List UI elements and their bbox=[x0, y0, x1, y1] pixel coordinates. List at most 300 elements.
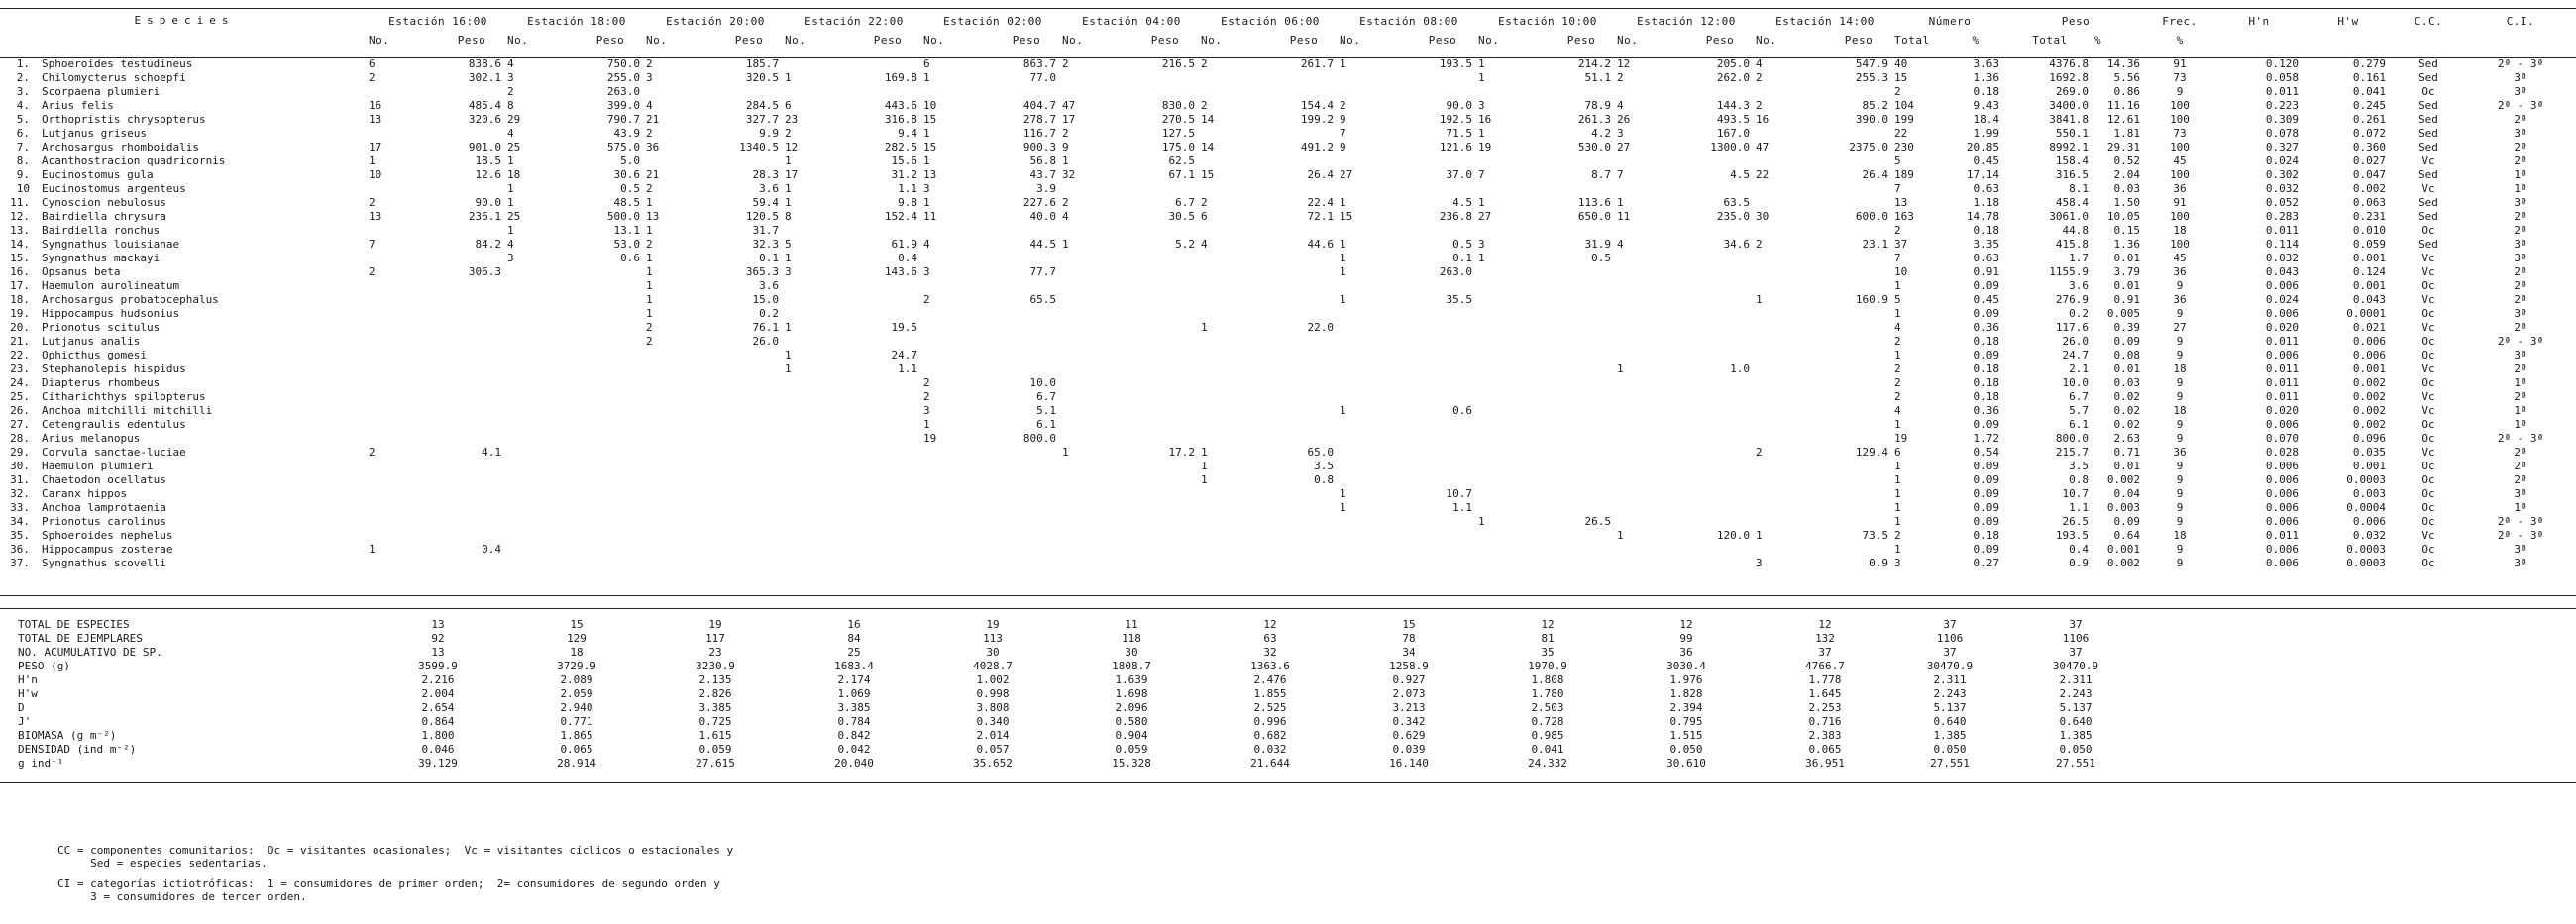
species-name: Stephanolepis hispidus bbox=[42, 362, 186, 375]
summary-value: 132 bbox=[1815, 632, 1835, 645]
number-pct: 14.78 bbox=[1966, 210, 1999, 223]
station-count bbox=[1478, 265, 1546, 279]
station-count bbox=[1478, 432, 1546, 446]
station-peso-header-1: Peso bbox=[595, 34, 625, 47]
hn-value: 0.024 bbox=[2265, 154, 2299, 167]
species-row bbox=[0, 196, 2576, 210]
weight-total: 5.7 bbox=[2069, 404, 2089, 417]
summary-label: BIOMASA (g m⁻²) bbox=[18, 729, 117, 742]
ci-value: 3ª bbox=[2514, 238, 2527, 251]
ci-value: 2ª - 3ª bbox=[2497, 529, 2544, 542]
station-weight: 169.8 bbox=[884, 71, 917, 84]
ci-value: 2ª bbox=[2514, 141, 2527, 154]
species-number: 35. bbox=[10, 529, 30, 542]
hw-value: 0.003 bbox=[2352, 487, 2386, 500]
station-weight: 9.8 bbox=[898, 196, 917, 209]
station-weight: 547.9 bbox=[1855, 57, 1888, 70]
station-count: 1 bbox=[785, 321, 792, 334]
cc-value: Sed bbox=[2418, 57, 2438, 70]
number-pct: 18.4 bbox=[1973, 113, 1999, 126]
station-count: 17 bbox=[369, 141, 382, 154]
summary-value: 0.059 bbox=[698, 743, 732, 756]
station-count: 1 bbox=[646, 196, 653, 209]
weight-total: 24.7 bbox=[2062, 349, 2089, 361]
summary-value: 11 bbox=[1125, 618, 1138, 631]
frequency: 18 bbox=[2173, 529, 2187, 542]
hn-value: 0.006 bbox=[2265, 515, 2299, 528]
summary-value: 0.927 bbox=[1392, 673, 1426, 686]
summary-value: 2.525 bbox=[1253, 701, 1287, 714]
station-weight bbox=[1684, 85, 1756, 99]
species-name: Eucinostomus argenteus bbox=[42, 182, 186, 195]
summary-value: 30 bbox=[1125, 646, 1138, 659]
station-count bbox=[785, 473, 852, 487]
summary-value: 2.135 bbox=[698, 673, 732, 686]
weight-pct: 0.52 bbox=[2113, 154, 2140, 167]
station-weight: 26.4 bbox=[1307, 168, 1334, 181]
station-weight: 24.7 bbox=[891, 349, 917, 361]
station-count: 2 bbox=[1201, 57, 1208, 70]
station-count bbox=[1340, 473, 1407, 487]
summary-value: 0.771 bbox=[560, 715, 593, 728]
station-count bbox=[1756, 404, 1823, 418]
station-weight bbox=[852, 85, 923, 99]
summary-value: 78 bbox=[1402, 632, 1416, 645]
station-weight bbox=[1407, 473, 1478, 487]
station-count bbox=[1478, 335, 1546, 349]
station-count bbox=[1340, 182, 1407, 196]
station-count: 47 bbox=[1062, 99, 1076, 112]
summary-value: 27.615 bbox=[696, 757, 735, 770]
summary-value: 1808.7 bbox=[1112, 660, 1151, 672]
ci-value: 2ª bbox=[2514, 460, 2527, 472]
station-count bbox=[369, 293, 436, 307]
station-weight bbox=[575, 446, 646, 460]
hw-value: 0.027 bbox=[2352, 154, 2386, 167]
hw-value: 0.006 bbox=[2352, 349, 2386, 361]
station-count bbox=[1201, 515, 1268, 529]
summary-value: 25 bbox=[847, 646, 861, 659]
station-count bbox=[1062, 529, 1129, 543]
weight-pct: 0.005 bbox=[2106, 307, 2140, 320]
station-weight bbox=[1268, 487, 1340, 501]
station-weight bbox=[1407, 557, 1478, 570]
hw-value: 0.001 bbox=[2352, 362, 2386, 375]
species-name-cell bbox=[0, 238, 369, 252]
station-count bbox=[507, 543, 575, 557]
species-row bbox=[0, 557, 2576, 570]
weight-pct: 1.81 bbox=[2113, 127, 2140, 140]
species-row bbox=[0, 349, 2576, 362]
ci-value: 3ª bbox=[2514, 85, 2527, 98]
station-weight bbox=[1546, 265, 1617, 279]
station-weight: 4.5 bbox=[1730, 168, 1750, 181]
species-number: 34. bbox=[10, 515, 30, 528]
summary-value: 12 bbox=[1818, 618, 1832, 631]
species-number: 19. bbox=[10, 307, 30, 320]
summary-row bbox=[0, 660, 2576, 673]
station-count: 3 bbox=[923, 265, 930, 278]
station-weight bbox=[1823, 473, 1894, 487]
number-total: 1 bbox=[1894, 460, 1901, 472]
cc-value: Vc bbox=[2421, 362, 2435, 375]
station-count bbox=[1756, 335, 1823, 349]
station-weight: 59.4 bbox=[752, 196, 779, 209]
station-weight bbox=[1823, 349, 1894, 362]
station-weight bbox=[852, 557, 923, 570]
station-weight bbox=[1823, 154, 1894, 168]
station-weight bbox=[436, 418, 507, 432]
station-count bbox=[1478, 418, 1546, 432]
weight-total: 3061.0 bbox=[2049, 210, 2089, 223]
station-count: 16 bbox=[369, 99, 382, 112]
cc-header: C.C. bbox=[2414, 15, 2443, 28]
frec-header: Frec. bbox=[2162, 15, 2198, 28]
station-count bbox=[369, 376, 436, 390]
summary-value: 0.629 bbox=[1392, 729, 1426, 742]
station-weight bbox=[575, 362, 646, 376]
station-weight bbox=[991, 307, 1062, 321]
station-weight bbox=[1546, 224, 1617, 238]
number-pct: 0.27 bbox=[1973, 557, 1999, 569]
station-count: 1 bbox=[923, 154, 930, 167]
station-weight: 261.7 bbox=[1300, 57, 1334, 70]
station-weight bbox=[436, 487, 507, 501]
station-count: 1 bbox=[1340, 293, 1346, 306]
species-row bbox=[0, 141, 2576, 154]
station-header-7: Estación 08:00 bbox=[1359, 15, 1458, 28]
station-weight: 43.7 bbox=[1029, 168, 1056, 181]
summary-value: 0.032 bbox=[1253, 743, 1287, 756]
station-weight bbox=[1546, 418, 1617, 432]
number-total: 40 bbox=[1894, 57, 1908, 70]
station-count bbox=[1340, 543, 1407, 557]
station-weight: 0.9 bbox=[1869, 557, 1888, 569]
weight-total: 158.4 bbox=[2055, 154, 2089, 167]
number-total: 37 bbox=[1894, 238, 1908, 251]
station-count bbox=[1617, 515, 1684, 529]
number-pct: 0.18 bbox=[1973, 390, 1999, 403]
summary-number-total: 2.311 bbox=[1933, 673, 1967, 686]
station-count: 18 bbox=[507, 168, 521, 181]
station-weight: 8.7 bbox=[1591, 168, 1611, 181]
station-weight bbox=[991, 85, 1062, 99]
station-count: 13 bbox=[369, 210, 382, 223]
species-name-cell bbox=[0, 460, 369, 473]
station-count: 14 bbox=[1201, 113, 1215, 126]
station-peso-header-3: Peso bbox=[873, 34, 903, 47]
blank bbox=[2146, 632, 2576, 646]
species-name-cell bbox=[0, 349, 369, 362]
station-count: 1 bbox=[507, 182, 514, 195]
hn-value: 0.302 bbox=[2265, 168, 2299, 181]
station-weight bbox=[436, 362, 507, 376]
weight-pct: 11.16 bbox=[2106, 99, 2140, 112]
species-name: Bairdiella ronchus bbox=[42, 224, 161, 237]
station-count: 2 bbox=[1201, 99, 1208, 112]
station-count bbox=[923, 335, 991, 349]
summary-row bbox=[0, 618, 2576, 632]
ci-value: 3ª bbox=[2514, 71, 2527, 84]
station-weight bbox=[1407, 279, 1478, 293]
summary-value: 2.089 bbox=[560, 673, 593, 686]
station-count bbox=[369, 279, 436, 293]
species-name-cell bbox=[0, 71, 369, 85]
station-weight bbox=[575, 404, 646, 418]
station-count bbox=[1478, 487, 1546, 501]
species-row bbox=[0, 71, 2576, 85]
station-weight: 9.9 bbox=[759, 127, 779, 140]
species-row bbox=[0, 224, 2576, 238]
species-name-cell bbox=[0, 196, 369, 210]
frequency: 9 bbox=[2176, 376, 2184, 389]
station-count: 10 bbox=[369, 168, 382, 181]
station-weight bbox=[713, 418, 785, 432]
station-weight bbox=[1823, 460, 1894, 473]
cc-value: Oc bbox=[2421, 279, 2435, 292]
summary-value: 1.865 bbox=[560, 729, 593, 742]
species-row bbox=[0, 252, 2576, 265]
weight-pct: 1.50 bbox=[2113, 196, 2140, 209]
station-weight: 205.0 bbox=[1716, 57, 1750, 70]
weight-total: 1155.9 bbox=[2049, 265, 2089, 278]
station-count: 1 bbox=[785, 362, 792, 375]
station-count bbox=[1201, 71, 1268, 85]
hw-value: 0.001 bbox=[2352, 279, 2386, 292]
station-count bbox=[923, 349, 991, 362]
hn-value: 0.078 bbox=[2265, 127, 2299, 140]
station-weight bbox=[852, 307, 923, 321]
station-weight bbox=[1407, 307, 1478, 321]
station-weight: 15.0 bbox=[752, 293, 779, 306]
station-count bbox=[369, 460, 436, 473]
station-weight: 13.1 bbox=[613, 224, 640, 237]
summary-value: 118 bbox=[1122, 632, 1141, 645]
station-count bbox=[646, 154, 713, 168]
station-weight bbox=[1407, 418, 1478, 432]
number-pct: 0.18 bbox=[1973, 224, 1999, 237]
station-peso-header-0: Peso bbox=[457, 34, 486, 47]
station-count bbox=[507, 335, 575, 349]
station-count: 1 bbox=[923, 418, 930, 431]
station-weight bbox=[991, 529, 1062, 543]
number-total: 1 bbox=[1894, 279, 1901, 292]
station-weight bbox=[852, 515, 923, 529]
station-weight bbox=[1268, 265, 1340, 279]
station-weight bbox=[1129, 85, 1201, 99]
station-weight bbox=[991, 460, 1062, 473]
summary-value: 1.002 bbox=[976, 673, 1010, 686]
summary-value: 0.795 bbox=[1669, 715, 1703, 728]
summary-value: 0.985 bbox=[1531, 729, 1564, 742]
summary-value: 0.340 bbox=[976, 715, 1010, 728]
station-weight bbox=[1684, 252, 1756, 265]
summary-value: 1363.6 bbox=[1250, 660, 1290, 672]
blank bbox=[2146, 757, 2576, 770]
weight-total: 44.8 bbox=[2062, 224, 2089, 237]
number-pct: 0.18 bbox=[1973, 85, 1999, 98]
station-weight bbox=[1268, 182, 1340, 196]
frequency: 100 bbox=[2170, 99, 2190, 112]
station-weight bbox=[575, 349, 646, 362]
station-weight: 530.0 bbox=[1577, 141, 1611, 154]
station-count bbox=[1478, 460, 1546, 473]
hn-value: 0.011 bbox=[2265, 376, 2299, 389]
station-count: 1 bbox=[923, 127, 930, 140]
station-weight bbox=[1823, 307, 1894, 321]
station-count: 1 bbox=[646, 293, 653, 306]
weight-total: 2.1 bbox=[2069, 362, 2089, 375]
station-header-5: Estación 04:00 bbox=[1082, 15, 1181, 28]
summary-value: 0.065 bbox=[1808, 743, 1842, 756]
station-peso-header-7: Peso bbox=[1428, 34, 1457, 47]
species-name: Syngnathus louisianae bbox=[42, 238, 180, 251]
station-weight bbox=[436, 432, 507, 446]
station-count: 2 bbox=[1756, 99, 1763, 112]
species-name-cell bbox=[0, 293, 369, 307]
station-count bbox=[646, 529, 713, 543]
species-number: 7. bbox=[16, 141, 30, 154]
station-weight bbox=[575, 515, 646, 529]
summary-value: 1970.9 bbox=[1528, 660, 1567, 672]
station-weight bbox=[1129, 307, 1201, 321]
frequency: 9 bbox=[2176, 487, 2184, 500]
station-count: 7 bbox=[369, 238, 376, 251]
weight-total: 8.1 bbox=[2069, 182, 2089, 195]
ci-value: 2ª - 3ª bbox=[2497, 57, 2544, 70]
station-weight bbox=[1268, 418, 1340, 432]
station-weight: 175.0 bbox=[1161, 141, 1195, 154]
summary-value: 30 bbox=[986, 646, 1000, 659]
station-count bbox=[1478, 529, 1546, 543]
station-weight: 4.1 bbox=[482, 446, 501, 459]
station-weight bbox=[852, 335, 923, 349]
hw-value: 0.279 bbox=[2352, 57, 2386, 70]
station-weight bbox=[713, 473, 785, 487]
cc-value: Oc bbox=[2421, 557, 2435, 569]
station-count bbox=[1617, 307, 1684, 321]
species-number: 2. bbox=[16, 71, 30, 84]
station-count bbox=[1340, 418, 1407, 432]
summary-value: 39.129 bbox=[418, 757, 458, 770]
station-weight bbox=[852, 432, 923, 446]
station-weight: 235.0 bbox=[1716, 210, 1750, 223]
station-count: 1 bbox=[785, 154, 792, 167]
weight-total: 10.7 bbox=[2062, 487, 2089, 500]
station-count bbox=[1201, 529, 1268, 543]
station-count: 21 bbox=[646, 168, 660, 181]
summary-value: 81 bbox=[1541, 632, 1555, 645]
station-weight bbox=[1407, 446, 1478, 460]
station-count bbox=[1756, 487, 1823, 501]
station-count bbox=[785, 293, 852, 307]
station-weight: 90.0 bbox=[1446, 99, 1472, 112]
ci-value: 1ª bbox=[2514, 168, 2527, 181]
station-weight: 17.2 bbox=[1168, 446, 1195, 459]
station-weight: 800.0 bbox=[1022, 432, 1056, 445]
number-total: 19 bbox=[1894, 432, 1908, 445]
station-count: 19 bbox=[1478, 141, 1492, 154]
species-number: 11. bbox=[10, 196, 30, 209]
station-count bbox=[785, 557, 852, 570]
station-weight bbox=[1407, 362, 1478, 376]
summary-value: 2.059 bbox=[560, 687, 593, 700]
station-weight bbox=[1129, 71, 1201, 85]
weight-total: 10.0 bbox=[2062, 376, 2089, 389]
summary-value: 12 bbox=[1263, 618, 1277, 631]
summary-value: 1683.4 bbox=[834, 660, 874, 672]
hw-value: 0.002 bbox=[2352, 390, 2386, 403]
summary-row bbox=[0, 646, 2576, 660]
cc-value: Vc bbox=[2421, 404, 2435, 417]
species-number: 16. bbox=[10, 265, 30, 278]
station-weight bbox=[575, 376, 646, 390]
station-count bbox=[646, 487, 713, 501]
station-weight: 56.8 bbox=[1029, 154, 1056, 167]
station-count: 11 bbox=[923, 210, 937, 223]
station-count: 2 bbox=[507, 85, 514, 98]
numero-pct-header: % bbox=[1972, 34, 1980, 47]
station-weight: 575.0 bbox=[606, 141, 640, 154]
ci-value: 2ª bbox=[2514, 473, 2527, 486]
station-weight: 1.1 bbox=[898, 362, 917, 375]
station-weight bbox=[436, 127, 507, 141]
weight-total: 3400.0 bbox=[2049, 99, 2089, 112]
station-count bbox=[1340, 279, 1407, 293]
station-weight: 750.0 bbox=[606, 57, 640, 70]
station-count: 3 bbox=[507, 252, 514, 264]
station-count bbox=[1062, 543, 1129, 557]
hw-value: 0.047 bbox=[2352, 168, 2386, 181]
station-count bbox=[1062, 321, 1129, 335]
hn-value: 0.006 bbox=[2265, 473, 2299, 486]
ci-value: 2ª - 3ª bbox=[2497, 335, 2544, 348]
hw-value: 0.245 bbox=[2352, 99, 2386, 112]
summary-value: 1.778 bbox=[1808, 673, 1842, 686]
station-weight: 1340.5 bbox=[739, 141, 779, 154]
summary-value: 12 bbox=[1679, 618, 1693, 631]
station-weight bbox=[575, 390, 646, 404]
station-count bbox=[923, 543, 991, 557]
station-count bbox=[1201, 252, 1268, 265]
station-count bbox=[1617, 265, 1684, 279]
station-weight: 262.0 bbox=[1716, 71, 1750, 84]
station-weight: 6.1 bbox=[1036, 418, 1056, 431]
summary-value: 0.046 bbox=[421, 743, 455, 756]
station-weight bbox=[1268, 557, 1340, 570]
station-count bbox=[507, 432, 575, 446]
station-weight: 9.4 bbox=[898, 127, 917, 140]
species-number: 25. bbox=[10, 390, 30, 403]
number-pct: 20.85 bbox=[1966, 141, 1999, 154]
number-pct: 9.43 bbox=[1973, 99, 1999, 112]
station-weight bbox=[575, 418, 646, 432]
blank bbox=[2146, 646, 2576, 660]
hw-value: 0.0001 bbox=[2346, 307, 2386, 320]
ci-value: 2ª bbox=[2514, 390, 2527, 403]
summary-value: 2.073 bbox=[1392, 687, 1426, 700]
species-name: Eucinostomus gula bbox=[42, 168, 154, 181]
species-name-cell bbox=[0, 557, 369, 570]
hn-value: 0.011 bbox=[2265, 85, 2299, 98]
station-weight bbox=[1546, 473, 1617, 487]
station-count: 1 bbox=[646, 265, 653, 278]
frequency: 91 bbox=[2173, 196, 2187, 209]
station-count bbox=[785, 57, 852, 71]
station-weight bbox=[1546, 349, 1617, 362]
station-count bbox=[1617, 487, 1684, 501]
ci-value: 2ª bbox=[2514, 279, 2527, 292]
